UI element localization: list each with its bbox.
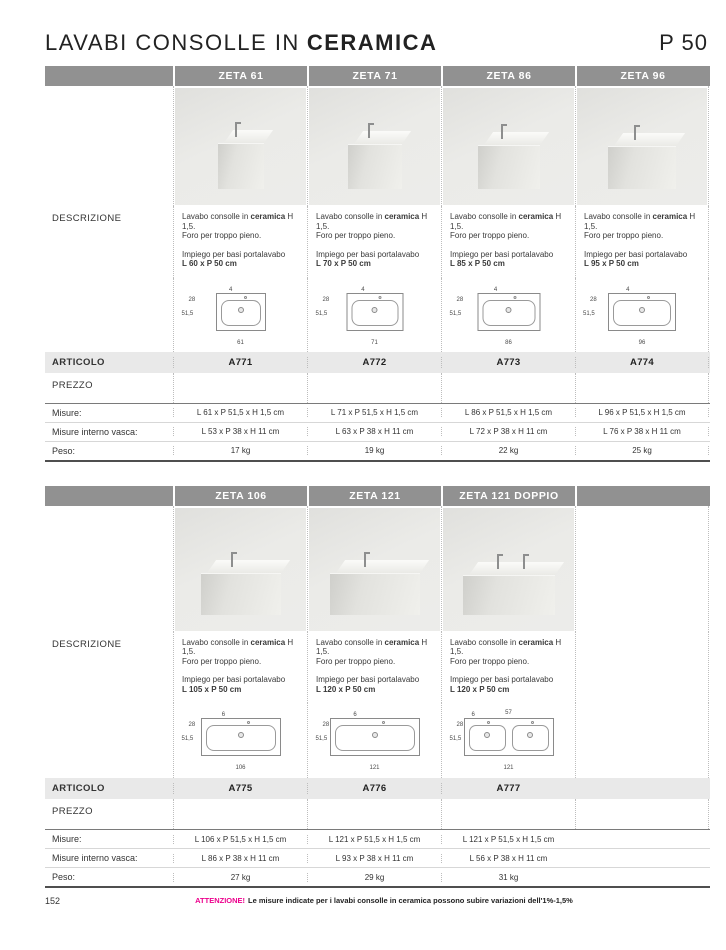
articolo-label: ARTICOLO: [52, 783, 105, 794]
base-size: L 105 x P 50 cm: [182, 684, 242, 694]
page-ref: P 50: [659, 30, 708, 55]
price-cell: [173, 799, 307, 829]
photo-background: [309, 88, 440, 205]
column-header-empty: [575, 486, 709, 506]
product-description: Lavabo consolle in ceramica H 1,5. Foro per troppo pieno. Impiego per basi portalavabo L 105 x P 50 cm: [173, 632, 307, 704]
peso-value: 31 kg: [441, 873, 575, 882]
misure-value: L 121 x P 51,5 x H 1,5 cm: [441, 835, 575, 844]
faucet-hole-icon: [379, 296, 382, 299]
page-footer: [45, 896, 708, 906]
table1-peso-row: [45, 441, 710, 460]
photo-background: [309, 508, 440, 631]
base-size: L 95 x P 50 cm: [584, 259, 639, 268]
sink-illustration: [218, 130, 264, 189]
footer-warning: [60, 896, 708, 905]
faucet-hole-icon: [382, 721, 385, 724]
peso-value: 25 kg: [575, 446, 709, 455]
faucet-icon: [501, 124, 503, 139]
page-title: [45, 30, 437, 56]
faucet-icon: [364, 552, 366, 567]
prezzo-label: PREZZO: [52, 379, 93, 391]
article-code: A777: [441, 783, 575, 794]
drain-icon: [639, 307, 645, 313]
peso-value: 19 kg: [307, 446, 441, 455]
sink-illustration: [330, 560, 420, 615]
table2-articolo-row: [45, 778, 710, 799]
header-spacer: [45, 486, 173, 506]
column-header-zeta-106: ZETA 106: [173, 486, 307, 506]
faucet-icon: [231, 552, 233, 567]
price-cell: [441, 799, 575, 829]
table1-misure-row: [45, 403, 710, 422]
table2-prezzo-row: [45, 799, 710, 829]
product-description: Lavabo consolle in ceramica H 1,5. Foro per troppo pieno. Impiego per basi portalavabo L 120 x P 50 cm: [307, 632, 441, 704]
sink-illustration: [201, 560, 281, 615]
base-size: L 120 x P 50 cm: [450, 684, 510, 694]
base-size: L 60 x P 50 cm: [182, 259, 237, 268]
sink-illustration: [608, 133, 676, 189]
table2-header-row: [45, 486, 710, 506]
product-photo-zeta-96: [575, 86, 709, 206]
product-photo-zeta-86: [441, 86, 575, 206]
peso-value: 22 kg: [441, 446, 575, 455]
article-code: A776: [307, 783, 441, 794]
column-header-zeta-121: ZETA 121: [307, 486, 441, 506]
dimension-diagram-zeta-121: 28 51,5 6 121: [307, 703, 441, 778]
title-bold: CERAMICA: [306, 30, 438, 55]
product-description: Lavabo consolle in ceramica H 1,5. Foro per troppo pieno. Impiego per basi portalavabo L 60 x P 50 cm: [173, 206, 307, 278]
misure-value: L 71 x P 51,5 x H 1,5 cm: [307, 408, 441, 417]
table1-description-row: [45, 206, 710, 278]
interno-vasca-value: L 63 x P 38 x H 11 cm: [307, 427, 441, 436]
peso-label: Peso:: [52, 445, 76, 456]
drain-icon: [372, 732, 378, 738]
empty-cell: [575, 799, 709, 829]
base-size: L 120 x P 50 cm: [316, 684, 376, 694]
table2-diagram-row: [45, 703, 710, 778]
table1-prezzo-row: [45, 373, 710, 403]
price-cell: [307, 799, 441, 829]
table1-photo-row: [45, 86, 710, 206]
prezzo-label: PREZZO: [52, 806, 93, 817]
title-regular: LAVABI CONSOLLE IN: [45, 30, 300, 55]
interno-vasca-value: L 76 x P 38 x H 11 cm: [575, 427, 709, 436]
sink-illustration: [478, 132, 540, 189]
product-photo-zeta-121: [307, 506, 441, 632]
article-code: A771: [173, 357, 307, 368]
article-code: A772: [307, 357, 441, 368]
empty-cell: [575, 632, 709, 704]
drain-icon: [527, 732, 533, 738]
misure-label: Misure:: [52, 834, 82, 844]
dimension-diagram-zeta-61: 28 51,5 4 61: [173, 278, 307, 352]
product-photo-zeta-61: [173, 86, 307, 206]
product-photo-zeta-71: [307, 86, 441, 206]
faucet-icon: [634, 125, 636, 140]
faucet-hole-icon: [531, 721, 534, 724]
misure-value: L 61 x P 51,5 x H 1,5 cm: [173, 408, 307, 417]
empty-cell: [575, 506, 709, 632]
price-cell: [307, 373, 441, 403]
table1-header-row: [45, 66, 710, 86]
table1-interno-vasca-row: [45, 422, 710, 441]
warning-label: ATTENZIONE!: [195, 896, 246, 905]
column-header-zeta-61: ZETA 61: [173, 66, 307, 86]
product-description: Lavabo consolle in ceramica H 1,5. Foro per troppo pieno. Impiego per basi portalavabo L 70 x P 50 cm: [307, 206, 441, 278]
interno-vasca-value: L 86 x P 38 x H 11 cm: [173, 854, 307, 863]
interno-vasca-value: L 72 x P 38 x H 11 cm: [441, 427, 575, 436]
drain-icon: [484, 732, 490, 738]
table1-diagram-row: [45, 278, 710, 352]
dimension-diagram-zeta-86: 28 51,5 4 86: [441, 278, 575, 352]
table2-description-row: [45, 632, 710, 704]
column-header-zeta-86: ZETA 86: [441, 66, 575, 86]
header-spacer: [45, 66, 173, 86]
column-header-zeta-71: ZETA 71: [307, 66, 441, 86]
base-size: L 70 x P 50 cm: [316, 259, 371, 268]
table2-interno-vasca-row: [45, 848, 710, 867]
warning-text: Le misure indicate per i lavabi consolle in ceramica possono subire variazioni dell'1%-1,5%: [248, 896, 573, 905]
product-description: Lavabo consolle in ceramica H 1,5. Foro per troppo pieno. Impiego per basi portalavabo L 120 x P 50 cm: [441, 632, 575, 704]
photo-background: [443, 508, 574, 631]
interno-vasca-value: L 53 x P 38 x H 11 cm: [173, 427, 307, 436]
drain-icon: [238, 307, 244, 313]
peso-value: 29 kg: [307, 873, 441, 882]
misure-value: L 86 x P 51,5 x H 1,5 cm: [441, 408, 575, 417]
faucet-hole-icon: [647, 296, 650, 299]
misure-value: L 106 x P 51,5 x H 1,5 cm: [173, 835, 307, 844]
photo-background: [443, 88, 574, 205]
article-code: A774: [575, 357, 709, 368]
misure-interno-vasca-label: Misure interno vasca:: [52, 853, 138, 863]
misure-value: L 96 x P 51,5 x H 1,5 cm: [575, 408, 709, 417]
peso-value: 17 kg: [173, 446, 307, 455]
table2-misure-row: [45, 829, 710, 848]
descrizione-label: DESCRIZIONE: [52, 213, 122, 224]
descrizione-label: DESCRIZIONE: [52, 638, 122, 650]
faucet-hole-icon: [513, 296, 516, 299]
drain-icon: [372, 307, 378, 313]
misure-value: L 121 x P 51,5 x H 1,5 cm: [307, 835, 441, 844]
peso-value: 27 kg: [173, 873, 307, 882]
table2-photo-row: [45, 506, 710, 632]
faucet-icon: [368, 123, 370, 138]
drain-icon: [238, 732, 244, 738]
product-table-2: [45, 486, 710, 889]
dimension-diagram-zeta-96: 28 51,5 4 96: [575, 278, 709, 352]
table1-articolo-row: [45, 352, 710, 373]
drain-icon: [506, 307, 512, 313]
product-table-1: [45, 66, 710, 462]
faucet-span-dimension: 57: [505, 710, 512, 716]
misure-interno-vasca-label: Misure interno vasca:: [52, 426, 138, 437]
photo-background: [175, 88, 306, 205]
faucet-icon: [523, 554, 525, 569]
empty-cell: [575, 703, 709, 778]
interno-vasca-value: L 56 x P 38 x H 11 cm: [441, 854, 575, 863]
faucet-hole-icon: [247, 721, 250, 724]
dimension-diagram-zeta-121-doppio: 28 51,5 57 6 121: [441, 703, 575, 778]
misure-label: Misure:: [52, 407, 82, 418]
title-bar: [45, 30, 708, 56]
product-description: Lavabo consolle in ceramica H 1,5. Foro per troppo pieno. Impiego per basi portalavabo L 85 x P 50 cm: [441, 206, 575, 278]
article-code: A775: [173, 783, 307, 794]
dimension-diagram-zeta-106: 28 51,5 6 106: [173, 703, 307, 778]
dimension-diagram-zeta-71: 28 51,5 4 71: [307, 278, 441, 352]
faucet-icon: [235, 122, 237, 137]
articolo-label: ARTICOLO: [52, 356, 105, 368]
price-cell: [575, 373, 709, 403]
faucet-hole-icon: [487, 721, 490, 724]
faucet-hole-icon: [244, 296, 247, 299]
article-code: A773: [441, 357, 575, 368]
column-header-zeta-96: ZETA 96: [575, 66, 709, 86]
page-number: 152: [45, 896, 61, 906]
column-header-zeta-121-doppio: ZETA 121 DOPPIO: [441, 486, 575, 506]
interno-vasca-value: L 93 x P 38 x H 11 cm: [307, 854, 441, 863]
price-cell: [173, 373, 307, 403]
price-cell: [441, 373, 575, 403]
product-photo-zeta-121-doppio: [441, 506, 575, 632]
product-description: Lavabo consolle in ceramica H 1,5. Foro per troppo pieno. Impiego per basi portalavabo L 95 x P 50 cm: [575, 206, 709, 278]
sink-illustration: [348, 131, 402, 189]
table2-peso-row: [45, 867, 710, 886]
faucet-icon: [497, 554, 499, 569]
peso-label: Peso:: [52, 872, 76, 882]
photo-background: [577, 88, 707, 205]
photo-background: [175, 508, 306, 631]
product-photo-zeta-106: [173, 506, 307, 632]
base-size: L 85 x P 50 cm: [450, 259, 505, 268]
sink-illustration: [463, 562, 555, 615]
